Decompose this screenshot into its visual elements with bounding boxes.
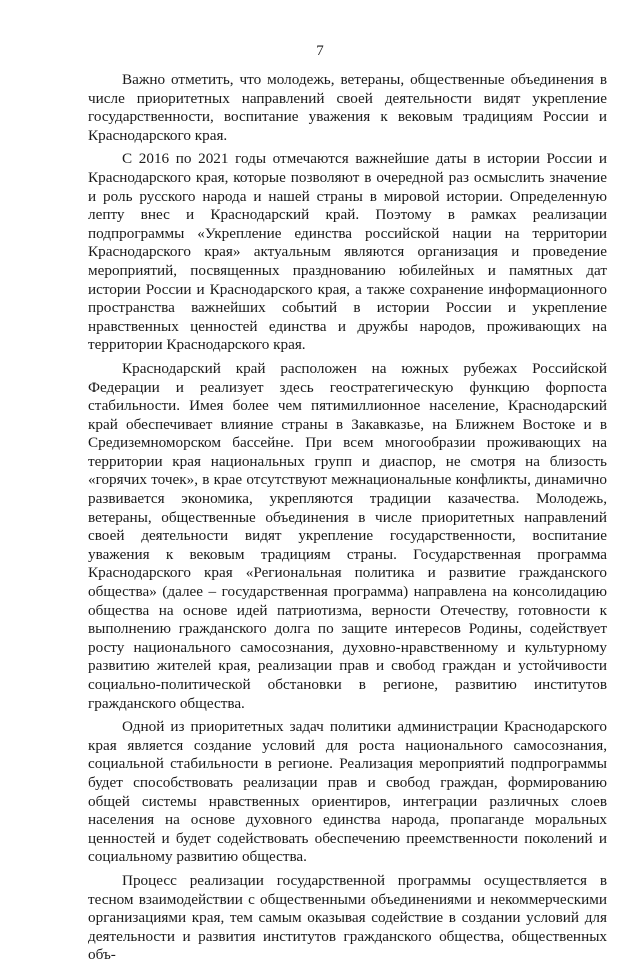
paragraph-4: Одной из приоритетных задач политики администрации Краснодарского края является создание условий для роста национального самосознания, социальной стабильности в регионе. Реализация мероприятий подпрограммы будет способствовать реализации прав и свобод граждан, формированию общей системы нравственных ориентиров, интеграции различных слоев населения на основе духовного единства народа, пропаганде моральных ценностей и будет содействовать обеспечению преемственности поколений и социальному развитию общества.: [88, 718, 607, 866]
paragraph-1: Важно отметить, что молодежь, ветераны, общественные объединения в числе приоритетных направлений своей деятельности видят укрепление государственности, воспитание уважения к вековым традициям России и Краснодарского края.: [88, 71, 607, 144]
page-number: 7: [316, 43, 324, 59]
paragraph-5: Процесс реализации государственной программы осуществляется в тесном взаимодействии с общественными объединениями и некоммерческими организациями края, тем самым оказывая содействие в создании условий для деятельности и развития институтов гражданского общества, общественных объ-: [88, 871, 607, 964]
paragraph-2: С 2016 по 2021 годы отмечаются важнейшие даты в истории России и Краснодарского края, которые позволяют в очередной раз осмыслить значение и роль русского народа и нашей страны в мировой истории. Определенную лепту внес и Краснодарский край. Поэтому в рамках реализации подпрограммы «Укрепление единства российской нации на территории Краснодарского края» актуальным являются организация и проведение мероприятий, посвященных празднованию юбилейных и памятных дат истории России и Краснодарского края, а также сохранение информационного пространства важнейших событий в истории России и укрепление нравственных ценностей единства и дружбы народов, проживающих на территории Краснодарского края.: [88, 150, 607, 354]
document-body: [88, 71, 607, 965]
paragraph-3: Краснодарский край расположен на южных рубежах Российской Федерации и реализует здесь геостратегическую функцию форпоста стабильности. Имея более чем пятимиллионное население, Краснодарский край обеспечивает влияние страны в Закавказье, на Ближнем Востоке и в Средиземноморском бассейне. При всем многообразии проживающих на территории края национальных групп и диаспор, не смотря на близость «горячих точек», в крае отсутствуют межнациональные конфликты, динамично развивается экономика, укрепляются традиции казачества. Молодежь, ветераны, общественные объединения в числе приоритетных направлений своей деятельности видят укрепление государственности, воспитание уважения к вековым традициям страны. Государственная программа Краснодарского края «Региональная политика и развитие гражданского общества» (далее – государственная программа) направлена на консолидацию общества на основе идей патриотизма, верности Отечеству, готовности к выполнению гражданского долга по защите интересов Родины, содействует росту национального самосознания, духовно-нравственному и культурному развитию жителей края, реализации прав и свобод граждан и устойчивости социально-политической обстановки в регионе, развитию институтов гражданского общества.: [88, 359, 607, 712]
